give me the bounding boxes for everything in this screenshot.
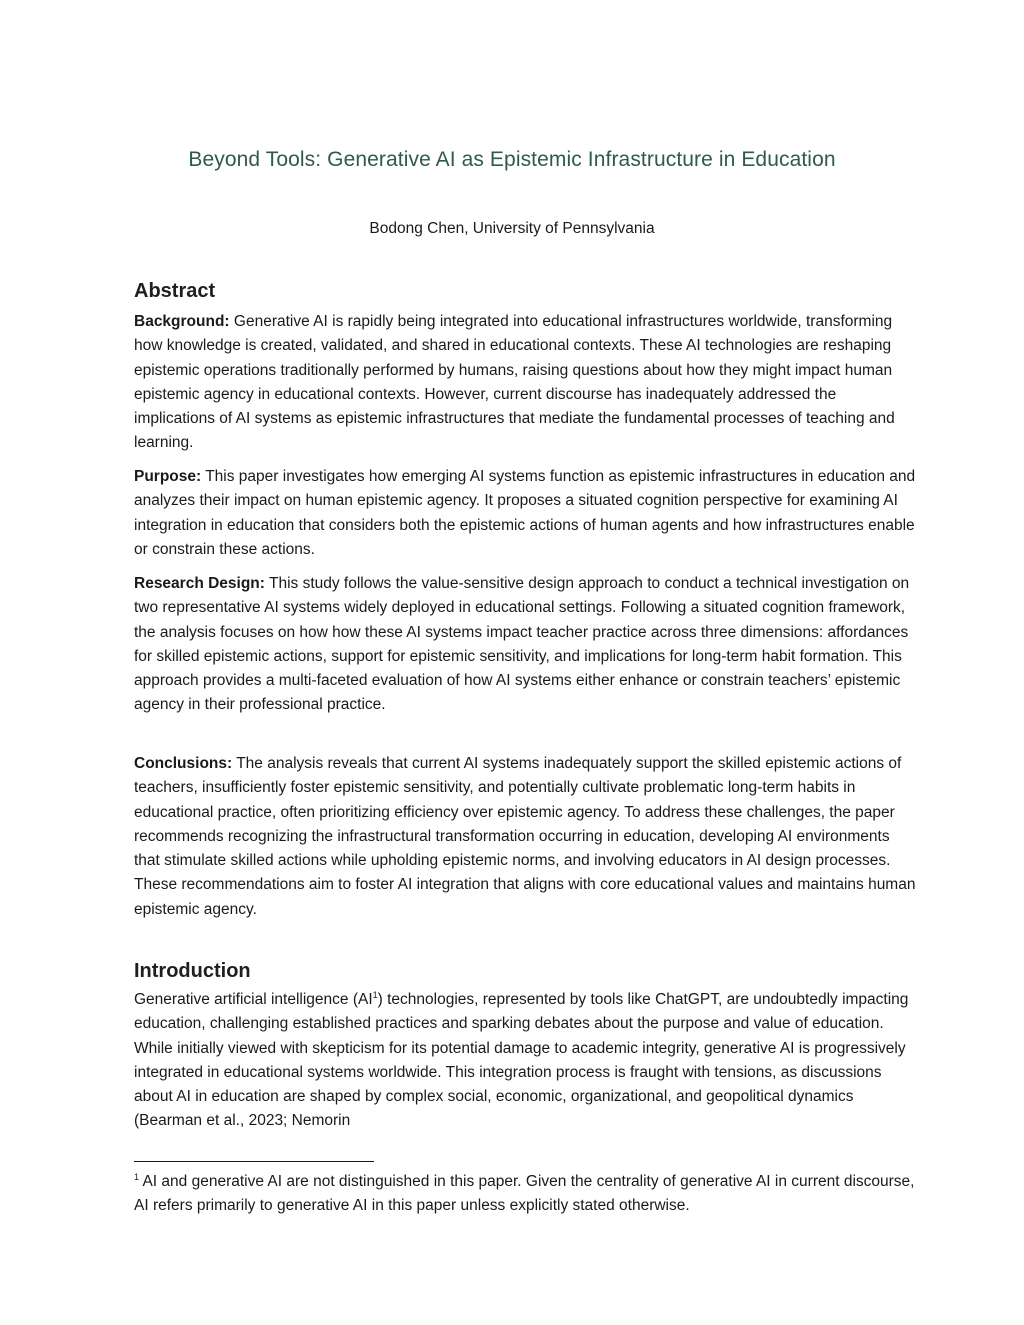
- footnote-text: AI and generative AI are not distinguished in this paper. Given the centrality of generative AI in current discourse, AI refers primarily to generative AI in this paper unless explicitly stated otherwise.: [134, 1173, 915, 1214]
- intro-text-after: ) technologies, represented by tools like ChatGPT, are undoubtedly impacting education, challenging established practices and sparking debates about the purpose and value of education. While initially viewed with skepticism for its potential damage to academic integrity, generative AI is progressively integrated in educational systems worldwide. This integration process is fraught with tensions, as discussions about AI in education are shaped by complex social, economic, organizational, and geopolitical dynamics (Bearman et al., 2023; Nemorin: [134, 991, 909, 1130]
- abstract-purpose: [134, 465, 918, 562]
- footnote-divider: [134, 1161, 374, 1162]
- footnote-number: 1: [134, 1171, 140, 1182]
- abstract-conclusions: [134, 752, 918, 922]
- background-label: Background:: [134, 313, 230, 330]
- footnote-reference[interactable]: 1: [372, 989, 378, 1000]
- footnote: [134, 1170, 918, 1218]
- intro-text-before: Generative artificial intelligence (AI: [134, 991, 373, 1008]
- research-design-text: This study follows the value-sensitive design approach to conduct a technical investigation on two representative AI systems widely deployed in educational settings. Following a situated cognition framework, the analysis focuses on how how these AI systems impact teacher practice across three dimensions: affordances for skilled epistemic actions, support for epistemic sensitivity, and implications for long-term habit formation. This approach provides a multi-faceted evaluation of how AI systems either enhance or constrain teachers’ epistemic agency in their professional practice.: [134, 575, 910, 714]
- author-line: Bodong Chen, University of Pennsylvania: [369, 220, 655, 237]
- purpose-label: Purpose:: [134, 468, 202, 485]
- background-text: Generative AI is rapidly being integrated into educational infrastructures worldwide, transforming how knowledge is created, validated, and shared in educational contexts. These AI technologies are reshaping epistemic operations traditionally performed by humans, raising questions about how they might impact human epistemic agency in educational contexts. However, current discourse has inadequately addressed the implications of AI systems as epistemic infrastructures that mediate the fundamental processes of teaching and learning.: [134, 313, 895, 452]
- introduction-heading: Introduction: [134, 960, 251, 982]
- purpose-text: This paper investigates how emerging AI systems function as epistemic infrastructures in education and analyzes their impact on human epistemic agency. It proposes a situated cognition perspective for examining AI integration in education that considers both the epistemic actions of human agents and how infrastructures enable or constrain these actions.: [134, 468, 916, 558]
- conclusions-label: Conclusions:: [134, 755, 233, 772]
- conclusions-text: The analysis reveals that current AI systems inadequately support the skilled epistemic actions of teachers, insufficiently foster epistemic sensitivity, and potentially cultivate problematic long-term habits in educational practice, often prioritizing efficiency over epistemic agency. To address these challenges, the paper recommends recognizing the infrastructural transformation occurring in education, developing AI environments that stimulate skilled actions while upholding epistemic norms, and involving educators in AI design processes. These recommendations aim to foster AI integration that aligns with core educational values and maintains human epistemic agency.: [134, 755, 916, 918]
- introduction-paragraph: [134, 988, 918, 1134]
- abstract-heading: Abstract: [134, 280, 216, 302]
- abstract-background: [134, 310, 918, 456]
- research-design-label: Research Design:: [134, 575, 265, 592]
- abstract-research-design: [134, 572, 918, 718]
- paper-title: Beyond Tools: Generative AI as Epistemic Infrastructure in Education: [188, 148, 836, 171]
